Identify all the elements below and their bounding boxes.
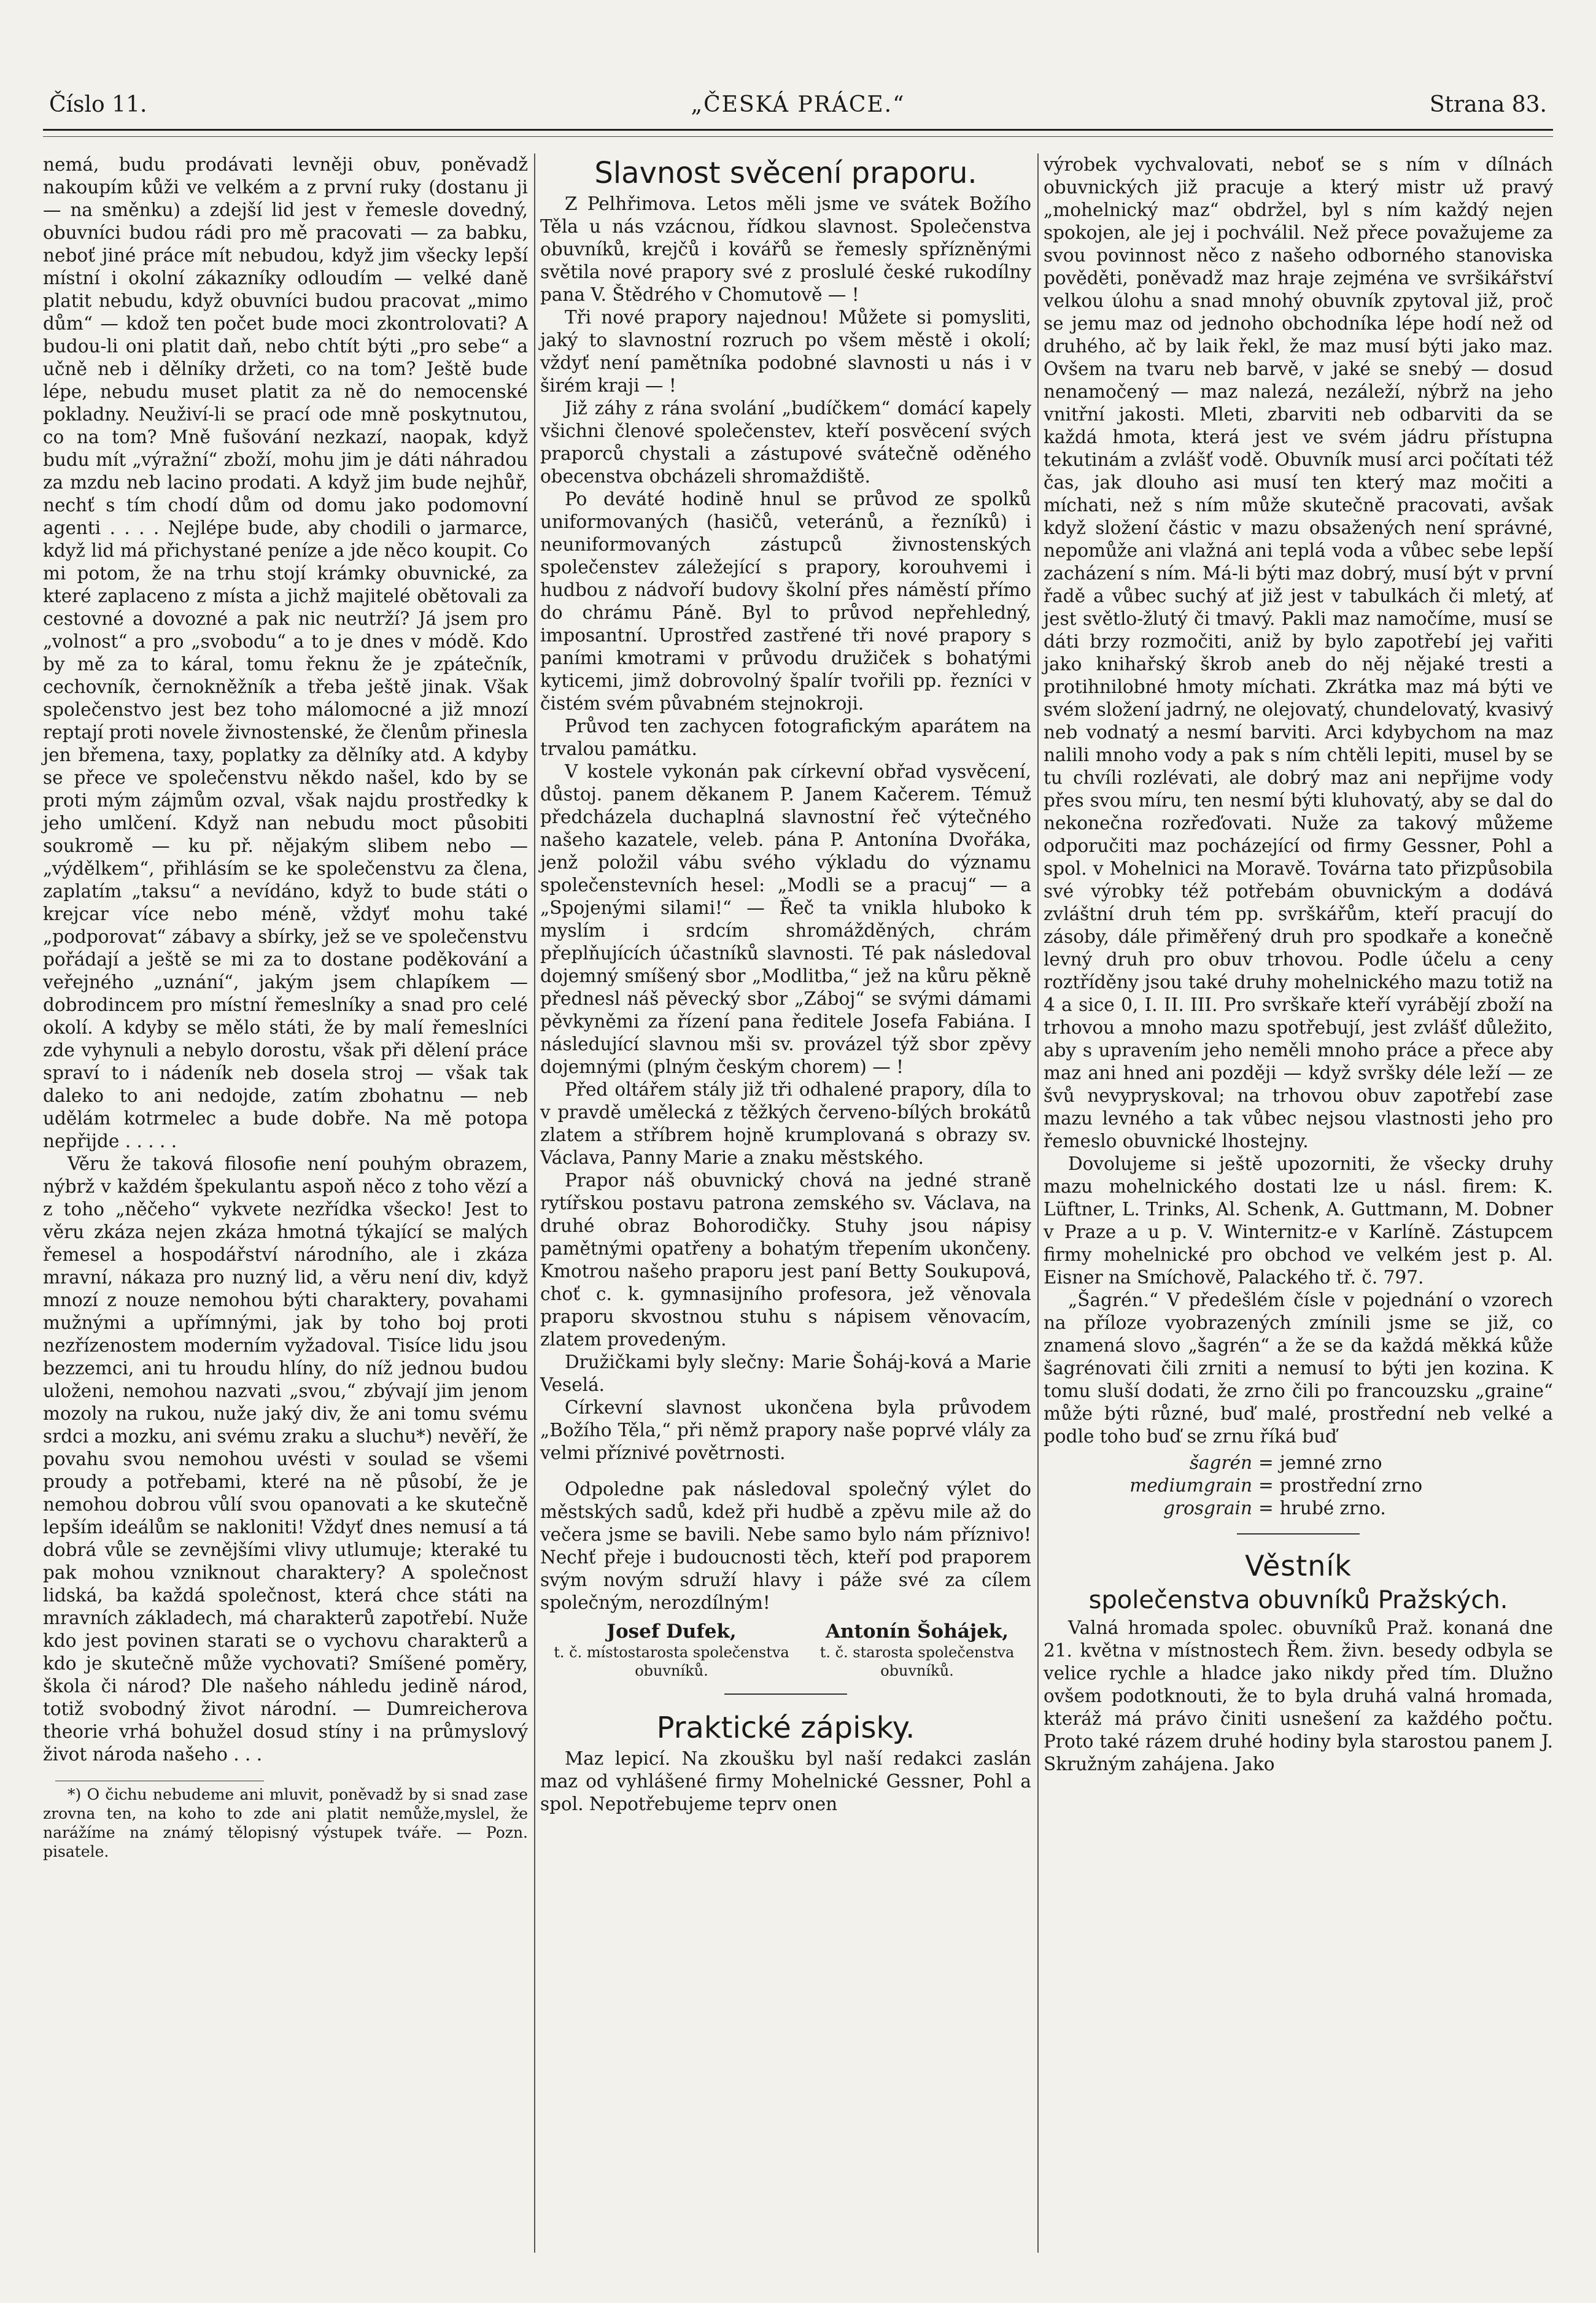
grain-meaning: prostřední zrno	[1279, 1475, 1423, 1496]
section-headline: Praktické zápisky.	[656, 1711, 915, 1745]
article-paragraph: výrobek vychvalovati, neboť se s ním v dílnách obuvnických již pracuje a který mistr už pravý „mohelnický maz“ obdržel, byl s ním každý nejen spokojen, ale jej i pochválil. Než přece považujeme za svou povinnost něco z našeho odborného stanoviska pověděti, poněvadž maz hraje zejména ve svršikářství velkou úlohu a snad mnohý obuvník zpytoval již, proč se jemu maz od jednoho obchodníka lépe hodí než od druhého, ač by laik řekl, že maz musí býti jako maz. Ovšem na tvaru neb barvě, v jaké se snebý — dosud nenamočený — maz nalezá, nezáleží, nýbrž na jeho vnitřní jakosti. Mleti, zbarviti neb odbarviti da se každá hmota, která jest ve svém jádru přístupna tekutinám a zvlášť vodě. Obuvník musí arci počítati též čas, jak dlouho asi musí ten který maz močiti a míchati, než s ním může skutečně pracovati, avšak když složení částic v mazu obsažených není správné, nepomůže ani vlažná ani teplá voda a vůbec sebe lepší zacházení s ním. Má-li býti maz dobrý, musí být v první řadě a vůbec suchý ať již jest v tabulkách či mletý, ať jest světlo-žlutý či tmavý. Pakli maz namočíme, musí se dáti brzy rozmočiti, aniž by bylo zapotřebí jej vařiti jako knihařský škrob aneb do něj nějaké tresti a protihnilobné hmoty míchati. Zkrátka maz má býti ve svém složení jadrný, ne olejovatý, chundelovatý, kvasivý neb vodnatý a nesmí barviti. Arci kdybychom na maz nalili mnoho vody a pak s ním chtěli lepiti, musel by se tu chvíli rozlévati, ale dobrý maz ani nepřijme vody přes svou míru, ten nesmí býti kluhovatý, aby se dal do nekonečna rozřeďovati. Nuže za takový můžeme odporučiti maz pocházející od firmy Gessner, Pohl a spol. v Mohelnici na Moravě. Továrna tato přizpůsobila své výrobky též potřebám obuvnickým a dodává zvláštní druh tém pp. svrškářům, kteří pracují do zásoby, dále přiměřený druh pro spodkaře a konečně levný druh pro obuv trhovou. Podle účelu a ceny roztříděny jsou také druhy mohelnického mazu totiž na 4 a sice 0, I. II. III. Pro svrškaře kteří vyrábějí zboží na trhovou a mnoho mazu spotřebují, jest zvlášť důležito, aby s upravením jeho neměli mnoho práce a přece aby maz ani hned ani později — když svršky déle leží — ze švů nevypryskoval; na trhovou obuv zapotřebí zase mazu levného a tak vůbec nejsou vlastnosti jeho pro řemeslo obuvnické lhostejny.	[1044, 154, 1553, 1152]
column-middle	[540, 153, 1031, 2240]
signer	[803, 1620, 1031, 1680]
grain-term: grosgrain	[1163, 1498, 1252, 1519]
page-number: Strana 83.	[1429, 92, 1547, 117]
article-paragraph: Před oltářem stály již tři odhalené prapory, díla to v pravdě umělecká z těžkých červeno-bílých brokátů zlatem a stříbrem hojně krumplovaná s obrazy sv. Václava, Panny Marie a znaku městského.	[540, 1079, 1031, 1168]
article-paragraph: Již záhy z rána svolání „budíčkem“ domácí kapely všichni členové společenstev, kteří posvěcení svých praporců chystali a zástupové svátečně oděného obecenstva obcházeli shromaždiště.	[540, 398, 1031, 487]
section-divider	[1237, 1533, 1360, 1535]
page-header	[49, 92, 1547, 141]
grain-list	[1044, 1452, 1553, 1520]
article-paragraph: Církevní slavnost ukončena byla průvodem „Božího Těla,“ při němž prapory naše poprvé vlály za velmi příznivé povětrnosti.	[540, 1397, 1031, 1463]
article-paragraph: Po deváté hodině hnul se průvod ze spolků uniformovaných (hasičů, veteránů, a řezníků) i neuniformovaných zástupců živnostenských společenstev záležející s prapory, korouhvemi i hudbou z nádvoří budovy školní přes náměstí přímo do chrámu Páně. Byl to průvod nepřehledný, imposantní. Uprostřed zastřené tři nové prapory s paními kmotrami v průvodu družiček s bohatými kyticemi, jimž dobrovolný špalír tvořili pp. řezníci v čistém svém půvabném stejnokroji.	[540, 489, 1031, 714]
article-paragraph: Odpoledne pak následoval společný výlet do městských sadů, kdež při hudbě a zpěvu mile až do večera jsme se bavili. Nebe samo bylo nám příznivo! Nechť přeje i budoucnosti těch, kteří pod praporem svým novým sdruží hlavy i páže své za cílem společným, nerozdílným!	[540, 1479, 1031, 1613]
article-paragraph: V kostele vykonán pak církevní obřad vysvěcení, důstoj. panem děkanem P. Janem Kačerem. Témuž předcházela duchaplná slavnostní řeč výtečného našeho kazatele, veleb. pána P. Antonína Dvořáka, jenž položil vábu svého výkladu do významu společenstevních hesel: „Modli se a pracuj“ — a „Spojenými silami!“ — Řeč ta vnikla hluboko k myslím i srdcím shromážděných, chrám přeplňujících účastníků slavnosti. Té pak následoval dojemný smíšený sbor „Modlitba,“ jež na kůru pěkně přednesl náš pěvecký sbor „Záboj“ se svými dámami pěvkyněmi za řízení pana ředitele Josefa Fabiána. I následující slavnou mši sv. provázel týž sbor zpěvy dojemnými (plným českým chorem) — !	[540, 761, 1031, 1077]
signer-role: t. č. místostarosta společenstva obuvníků.	[554, 1644, 789, 1679]
article-paragraph: nemá, budu prodávati levněji obuv, poněvadž nakoupím kůži ve velkém a z první ruky (dostanu ji — na směnku) a zdejší lid jest v řemesle dovedný, obuvníci budou rádi pro mě pracovati — za babku, neboť jiné práce mít nebudou, když jim všecky lepší místní i okolní zákazníky odloudím — velké daně platit nebudu, když obuvníci budou pracovat „mimo dům“ — kdož ten počet bude moci zkontrolovati? A budou-li oni platit daň, nebo chtít býti „pro sebe“ a učně neb i dělníky držeti, co na tom? Ještě bude lépe, nebudu muset platit za ně do nemocenské pokladny. Neuživí-li se prací ode mně poskytnutou, co na tom? Mně fušování nezkazí, naopak, když budu mít „výražní“ zboží, mohu jim je dáti náhradou za mzdu neb lacino prodati. A když jim bude nejhůř, nechť s tím chodí dům od domu jako podomovní agenti . . . . Nejlépe bude, aby chodili o jarmarce, když lid má přichystané peníze a jde něco koupit. Co mi potom, že na trhu stojí krámky obuvnické, za které zaplaceno z místa a jichž majitelé obětovali za cestovné a dovozné a pak nic neutrží? Já jsem pro „volnost“ a pro „svobodu“ a to je dnes v módě. Kdo by mě za to káral, tomu řeknu že je zpátečník, cechovník, černokněžník a třeba ještě jinak. Však společenstvo jest bez toho málomocné a již mnozí reptají proti novele živnostenské, že členům přinesla jen břemena, taxy, poplatky za dělníky atd. A kdyby se přece ve společenstvu někdo našel, kdo by se proti mým zájmům ozval, však najdu prostředky k jeho umlčení. Když nan nebudu moct působiti soukromě — ku př. nějakým slibem nebo — „výdělkem“, přihlásím se ke společenstvu za člena, zaplatím „taksu“ a nevídáno, když to bude státi o krejcar více nebo méně, vždyť mohu také „podporovat“ zábavy a sbírky, jež se ve společenstvu pořádají a ještě se mi za to dostane poděkování a veřejného „uznání“, jakým jsem chlapíkem — dobrodincem pro místní řemeslníky a snad pro celé okolí. A kdyby se mělo státi, že by malí řemeslníci zde vyhynuli a nebylo dorostu, však při dělení práce spraví to i nádeník neb dosela stroj — však tak daleko to ani nedojde, zatím zbohatnu — neb udělám kotrmelec a bude dobře. Na mě potopa nepřijde . . . . .	[43, 154, 528, 1152]
header-rule-thin	[43, 136, 1553, 137]
article-paragraph: Průvod ten zachycen fotografickým aparátem na trvalou památku.	[540, 716, 1031, 759]
article-paragraph: „Šagrén.“ V předešlém čísle v pojednání o vzorech na příloze vyobrazených zmínili jsme se již, co znamená slovo „šagrén“ a že se da každá měkká kůže šagrénovati čili zrniti a nemusí to býti jen kozina. K tomu sluší dodati, že zrno čili po francouzsku „graine“ může býti různé, buď malé, prostřední neb velké a podle toho buď se zrnu říká buď	[1044, 1290, 1553, 1447]
article-paragraph: Tři nové prapory najednou! Můžete si pomysliti, jaký to slavnostní rozruch po všem městě i okolí; vždyť není pamětníka podobné slavnosti u nás i v širém kraji — !	[540, 307, 1031, 396]
signer-name: Antonín Šohájek,	[825, 1620, 1009, 1643]
article-paragraph: Valná hromada spolec. obuvníků Praž. konaná dne 21. května v místnostech Řem. živn. besedy odbyla se velice rychle a hladce jako nikdy před tím. Dlužno ovšem podotknouti, že to byla druhá valná hromada, kteráž má právo činiti usnešení za každého počtu. Proto také rázem druhé hodiny byla starostou panem J. Skružným zahájena. Jako	[1044, 1617, 1553, 1775]
grain-meaning: jemné zrno	[1279, 1452, 1382, 1473]
signatures	[540, 1620, 1031, 1680]
masthead-title: „ČESKÁ PRÁCE.“	[691, 92, 905, 117]
section-headline: Věstník	[1245, 1549, 1352, 1582]
grain-row: mediumgrain = prostřední zrno	[1044, 1474, 1553, 1497]
column-right	[1044, 153, 1553, 2240]
article-paragraph: Prapor náš obuvnický chová na jedné straně rytířskou postavu patrona zemského sv. Václava, na druhé obraz Bohorodičky. Stuhy jsou nápisy pamětnými opatřeny a bohatým třepením ukončeny. Kmotrou našeho praporu jest paní Betty Soukupová, choť c. k. gymnasijního profesora, jež věnovala praporu skvostnou stuhu s nápisem věnovacím, zlatem provedeným.	[540, 1170, 1031, 1350]
article-paragraph: Družičkami byly slečny: Marie Šoháj-ková a Marie Veselá.	[540, 1352, 1031, 1395]
signer-name: Josef Dufek,	[606, 1620, 737, 1643]
grain-row: šagrén = jemné zrno	[1044, 1452, 1553, 1474]
section-subheadline: společenstva obuvníků Pražských.	[1088, 1586, 1508, 1614]
header-rule	[43, 129, 1553, 131]
grain-row: grosgrain = hrubé zrno.	[1044, 1497, 1553, 1520]
issue-number: Číslo 11.	[49, 92, 147, 117]
column-left	[43, 153, 528, 2240]
footnote-rule	[55, 1781, 264, 1785]
column-divider	[534, 153, 535, 2253]
article-paragraph: Dovolujeme si ještě upozorniti, že všecky druhy mazu mohelnického dostati lze u násl. firem: K. Lüftner, L. Trinks, Al. Schenk, A. Guttmann, M. Dobner v Praze a u p. V. Winternitz-e v Karlíně. Zástupcem firmy mohelnické pro obchod ve velkém jest p. Al. Eisner na Smíchově, Palackého tř. č. 797.	[1044, 1153, 1553, 1288]
grain-meaning: hrubé zrno.	[1279, 1498, 1386, 1519]
article-paragraph: Z Pelhřimova. Letos měli jsme ve svátek Božího Těla u nás vzácnou, řídkou slavnost. Společenstva obuvníků, krejčů i kovářů se řemesly spřízněnými světila nové prapory své z proslulé české rukodílny pana V. Štědrého v Chomutově — !	[540, 193, 1031, 305]
column-divider	[1037, 153, 1039, 2253]
article-paragraph: Věru že taková filosofie není pouhým obrazem, nýbrž v každém špekulantu aspoň něco z toho vězí a z toho „něčeho“ vykvete nezřídka všecko! Jest to věru zkáza nejen zkáza hmotná týkající se malých řemesel a hospodářství národního, ale i zkáza mravní, nákaza pro nuzný lid, a věru není div, když mnozí z nouze nemohou býti charaktery, povahami mužnými a upřímnými, jak by toho boj proti nezřízenostem moderním vyžadoval. Tisíce lidu jsou bezzemci, ani tu hroudu hlíny, do níž jednou budou uloženi, nemohou nazvati „svou,“ zbývají jim jenom mozoly na rukou, nuže jaký div, že ani tomu svému srdci a mozku, ani svému zraku a sluchu*) nevěří, že povahu svou nemohou uvésti v soulad se všemi proudy a potřebami, které na ně působí, že je nemohou dobrou vůlí svou opanovati a ke skutečně lepším ideálům se nakloniti! Vždyť dnes nemusí a tá dobrá vůle se zevnějšími vlivy utlumuje; kteraké tu pak mohou vzniknout charaktery? A společnost lidská, ba každá společnost, která chce státi na mravních základech, má charakterů zapotřebí. Nuže kdo jest povinen starati se o vychovu charakterů a kdo je skutečně může vychovati? Smíšené poměry, škola či národ? Dle našeho náhledu jedině národ, totiž svobodný život národní. — Dumreicherova theorie vrhá bohužel dosud stíny i na průmyslový život národa našeho . . .	[43, 1153, 528, 1765]
grain-term: šagrén	[1189, 1452, 1252, 1473]
section-divider	[724, 1693, 847, 1695]
signer-role: t. č. starosta společenstva obuvníků.	[819, 1644, 1015, 1679]
grain-term: mediumgrain	[1129, 1475, 1252, 1496]
footnote: *) O čichu nebudeme ani mluvit, poněvadž by si snad zase zrovna ten, na koho to zde ani platit nemůže,myslel, že narážíme na známý tělopisný výstupek tváře. — Pozn. pisatele.	[43, 1786, 528, 1860]
article-headline: Slavnost svěcení praporu.	[594, 156, 977, 190]
article-paragraph: Maz lepicí. Na zkoušku byl naší redakci zaslán maz od vyhlášené firmy Mohelnické Gessner, Pohl a spol. Nepotřebujeme teprv onen	[540, 1748, 1031, 1814]
signer	[540, 1620, 803, 1680]
